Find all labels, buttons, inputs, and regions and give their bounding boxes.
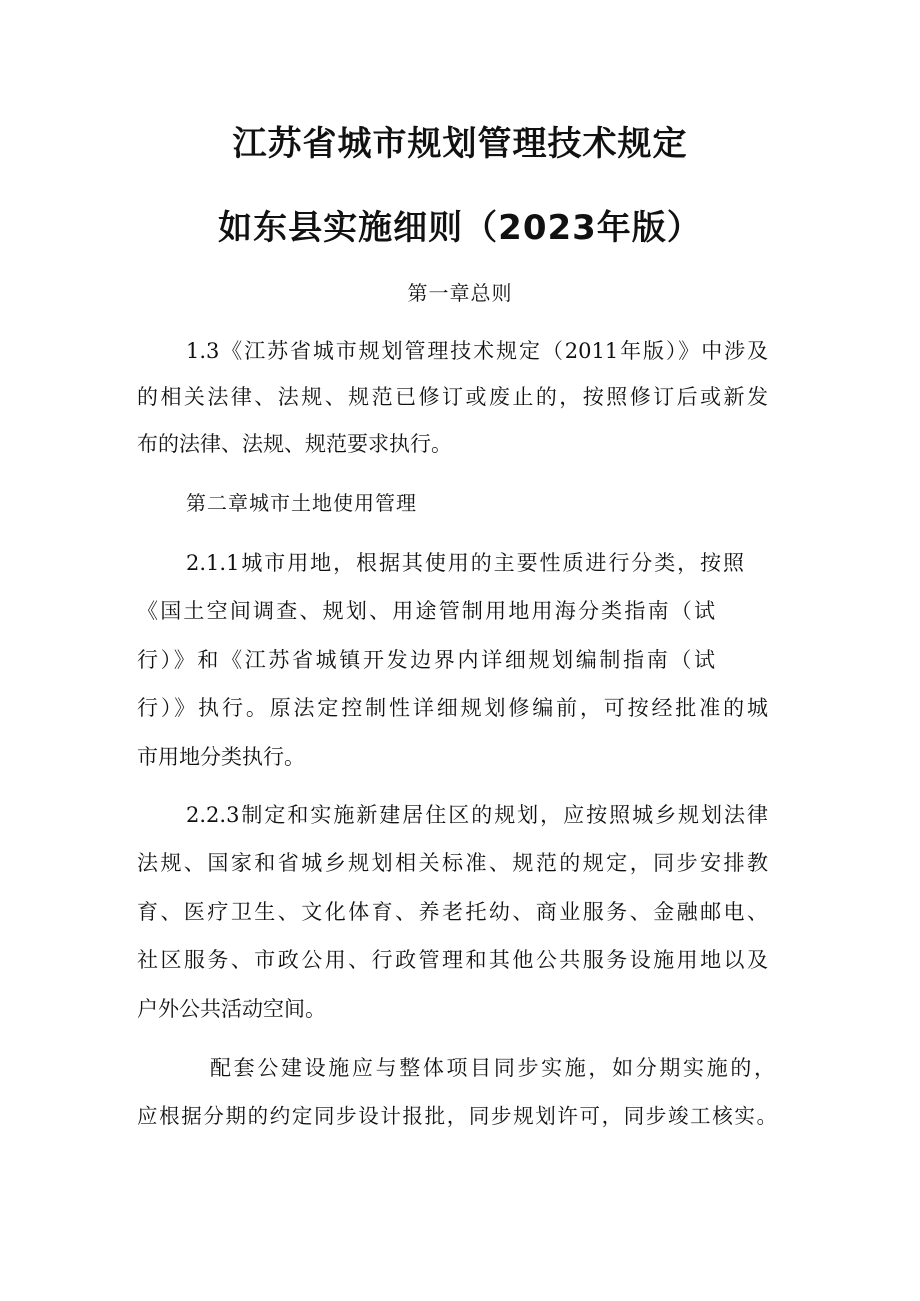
paragraph-line: 应根据分期的约定同步设计报批，同步规划许可，同步竣工核实。 (137, 1104, 777, 1128)
paragraph-line: 市用地分类执行。 (137, 745, 305, 769)
paragraph-line: 1.3《江苏省城市规划管理技术规定（2011年版）》中涉及 (186, 339, 768, 363)
paragraph-line: 行）》和《江苏省城镇开发边界内详细规划编制指南（试 (137, 648, 715, 672)
paragraph-line: 法规、国家和省城乡规划相关标准、规范的规定，同步安排教 (137, 851, 768, 875)
document-title-line-1: 江苏省城市规划管理技术规定 (232, 124, 688, 164)
paragraph-line: 配套公建设施应与整体项目同步实施，如分期实施的， (210, 1056, 775, 1080)
paragraph-line: 社区服务、市政公用、行政管理和其他公共服务设施用地以及 (137, 948, 768, 972)
chapter-heading-2: 第二章城市土地使用管理 (186, 491, 417, 515)
chapter-heading-1: 第一章总则 (407, 281, 513, 305)
paragraph-line: 布的法律、法规、规范要求执行。 (137, 432, 452, 456)
paragraph-line: 育、医疗卫生、文化体育、养老托幼、商业服务、金融邮电、 (137, 900, 768, 924)
paragraph-line: 行）》执行。原法定控制性详细规划修编前，可按经批准的城 (137, 696, 768, 720)
paragraph-line: 户外公共活动空间。 (137, 997, 326, 1021)
paragraph-line: 的相关法律、法规、规范已修订或废止的，按照修订后或新发 (137, 385, 768, 409)
paragraph-line: 2.1.1城市用地，根据其使用的主要性质进行分类，按照 (186, 551, 744, 575)
paragraph-line: 2.2.3制定和实施新建居住区的规划，应按照城乡规划法律 (186, 803, 768, 827)
document-title-line-2: 如东县实施细则（2023年版） (218, 208, 702, 248)
paragraph-line: 《国土空间调查、规划、用途管制用地用海分类指南（试 (137, 599, 715, 623)
